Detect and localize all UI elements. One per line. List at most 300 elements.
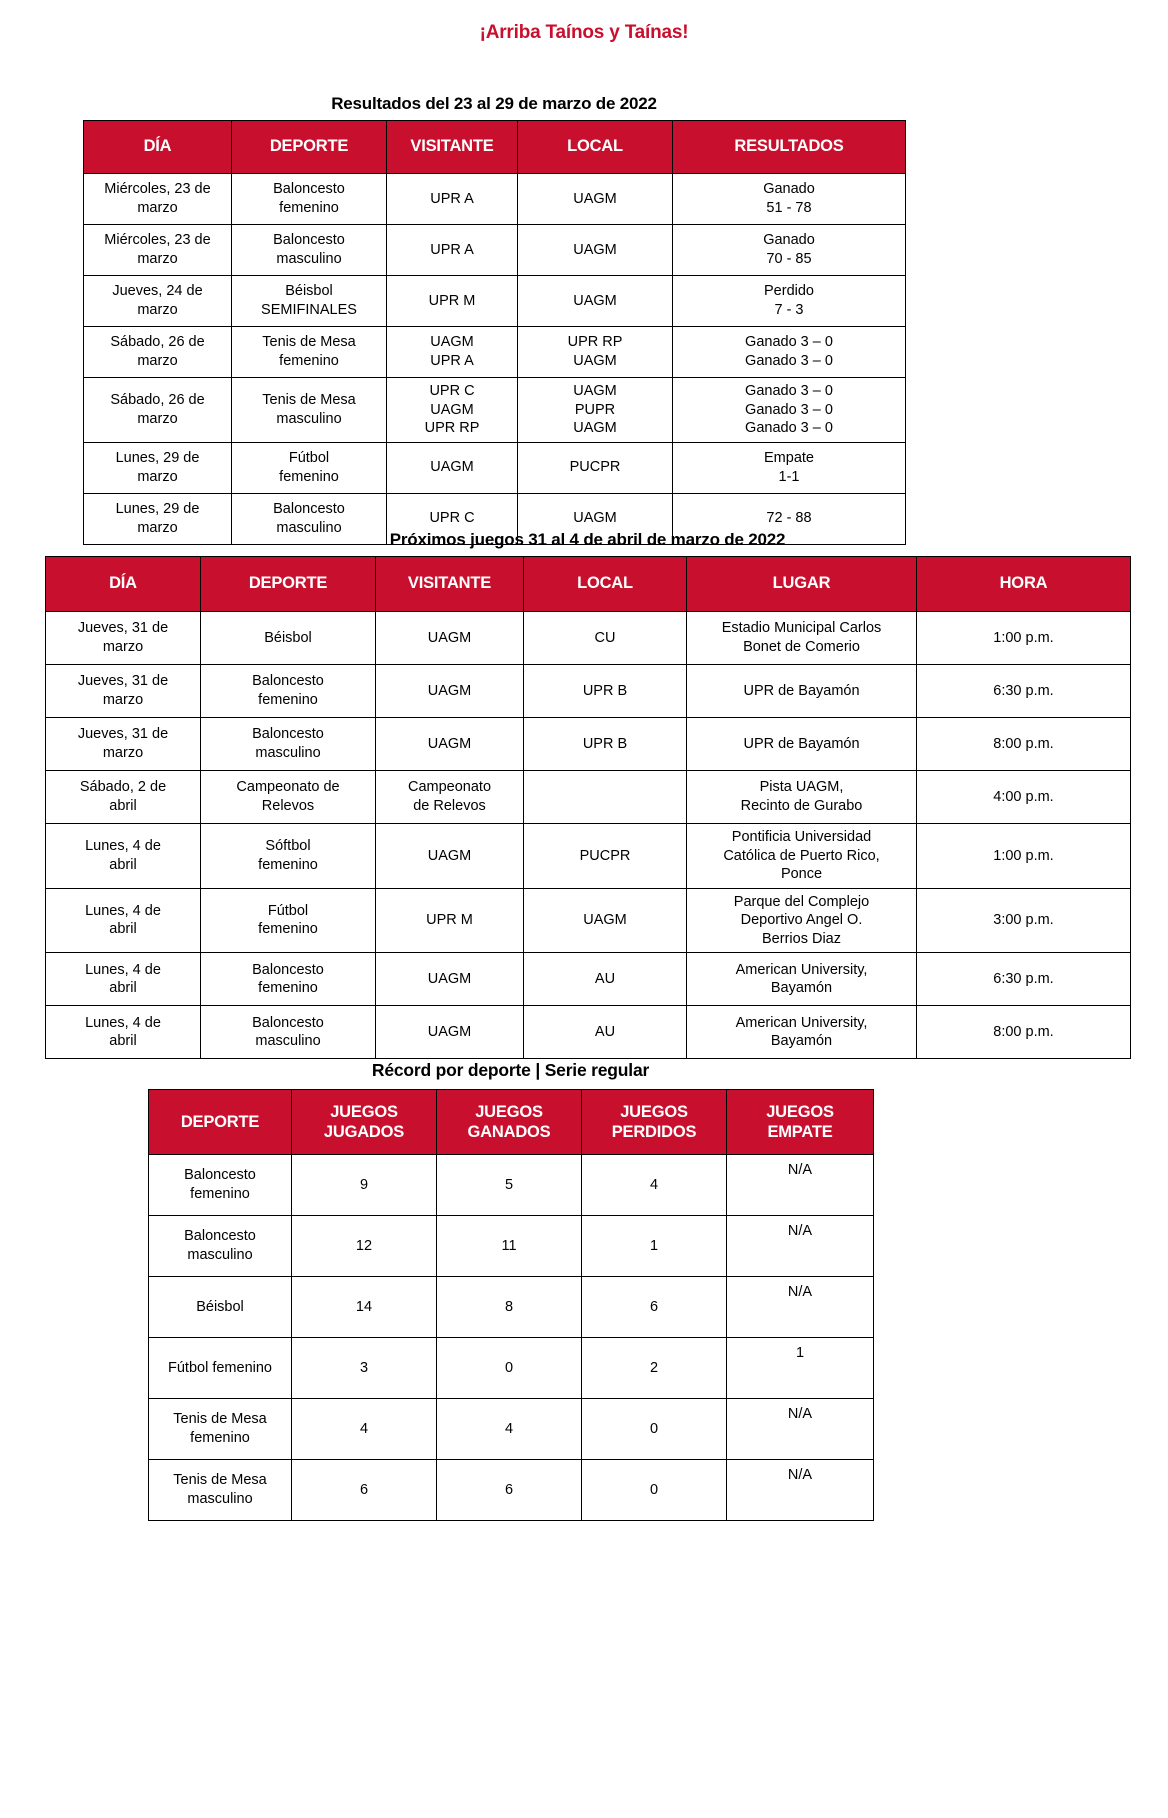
upcoming-section — [45, 530, 1130, 1059]
cell-line: Fútbol — [267, 902, 309, 919]
cell-line: Bonet de Comerio — [743, 639, 860, 655]
cell-line: UPR de Bayamón — [743, 735, 860, 752]
cell-line: UPR C — [429, 383, 475, 399]
cell-lugar — [687, 888, 917, 953]
cell-line: UPR RP — [567, 334, 623, 351]
cell-line: 8 — [504, 1298, 514, 1315]
cell-line: Campeonato — [407, 779, 492, 796]
cell-deporte — [201, 953, 376, 1006]
cell-resultados — [673, 276, 906, 327]
cell-line: UAGM — [430, 401, 474, 418]
cell-line: 6:30 p.m. — [993, 971, 1054, 987]
cell-local — [524, 718, 687, 771]
cell-line: UAGM — [427, 847, 472, 864]
cell-line: UPR RP — [424, 420, 480, 437]
cell-deporte — [201, 888, 376, 953]
cell-line: femenino — [258, 856, 318, 873]
results-table-title: Resultados del 23 al 29 de marzo de 2022 — [331, 94, 657, 113]
cell-line: Fútbol — [288, 450, 330, 467]
cell-local — [518, 442, 673, 493]
column-header-resultados: RESULTADOS — [673, 121, 906, 174]
header-line: JUGADOS — [323, 1123, 405, 1141]
cell-hora — [917, 888, 1131, 953]
cell-line: Tenis de Mesa — [173, 1411, 267, 1428]
column-header-visitante: VISITANTE — [376, 557, 524, 612]
cell-line: Baloncesto — [252, 726, 324, 743]
cell-deporte — [149, 1399, 292, 1460]
table-row — [84, 327, 906, 378]
cell-line: abril — [109, 980, 137, 997]
cell-local — [524, 953, 687, 1006]
cell-line: 1 — [795, 1345, 805, 1361]
column-header-dia: DÍA — [46, 557, 201, 612]
cell-line: Ganado 3 – 0 — [745, 420, 833, 437]
cell-hora — [917, 1006, 1131, 1059]
table-row — [84, 174, 906, 225]
cell-line: Baloncesto — [184, 1167, 256, 1184]
header-line: JUEGOS — [766, 1102, 834, 1121]
cell-line: Pista UAGM, — [759, 779, 844, 796]
cell-juegos-perdidos — [582, 1460, 727, 1521]
cell-line: UPR C — [429, 510, 475, 527]
cell-line: 8:00 p.m. — [993, 735, 1054, 752]
cell-juegos-empate — [727, 1399, 874, 1460]
cell-deporte — [201, 771, 376, 824]
cell-line: 3:00 p.m. — [993, 912, 1054, 929]
cell-line: masculino — [276, 251, 342, 267]
cell-line: UPR M — [428, 292, 476, 309]
cell-juegos-perdidos — [582, 1155, 727, 1216]
cell-local — [524, 665, 687, 718]
cell-line: femenino — [258, 980, 318, 997]
cell-line: Tenis de Mesa — [262, 392, 356, 409]
table-row — [46, 824, 1131, 889]
cell-juegos-ganados — [437, 1460, 582, 1521]
cell-line: Sóftbol — [265, 838, 311, 855]
cell-resultados — [673, 327, 906, 378]
table-row — [46, 953, 1131, 1006]
cell-hora — [917, 771, 1131, 824]
cell-juegos-jugados — [292, 1216, 437, 1277]
cell-line: 6 — [504, 1481, 514, 1498]
cell-line: SEMIFINALES — [261, 302, 357, 318]
cell-line: 6 — [649, 1298, 659, 1315]
cell-juegos-jugados — [292, 1277, 437, 1338]
cell-line: femenino — [258, 692, 318, 708]
cell-line: Fútbol femenino — [168, 1359, 272, 1376]
column-header-lugar: LUGAR — [687, 557, 917, 612]
cell-line: marzo — [102, 639, 144, 655]
cell-line: marzo — [137, 251, 178, 267]
cell-line: Jueves, 31 de — [77, 726, 169, 743]
upcoming-table-title: Próximos juegos 31 al 4 de abril de marzo de 2022 — [389, 530, 786, 549]
cell-juegos-perdidos — [582, 1277, 727, 1338]
cell-line: Baloncesto — [184, 1228, 256, 1245]
cell-deporte — [232, 442, 387, 493]
cell-line: Perdido — [764, 283, 814, 300]
cell-visitante — [376, 888, 524, 953]
cell-deporte — [232, 378, 387, 443]
cell-line: Recinto de Gurabo — [740, 798, 863, 814]
table-row — [46, 718, 1131, 771]
cell-juegos-jugados — [292, 1338, 437, 1399]
cell-line: 1:00 p.m. — [993, 847, 1054, 864]
cell-line: 4 — [359, 1420, 369, 1437]
cell-line: 6:30 p.m. — [993, 682, 1054, 699]
cell-local — [518, 276, 673, 327]
cell-line: Pontificia Universidad — [731, 829, 872, 845]
table-header-row — [84, 121, 906, 174]
column-header-dia: DÍA — [84, 121, 232, 174]
cell-deporte — [232, 276, 387, 327]
cell-line: AU — [594, 971, 616, 987]
column-header-local: LOCAL — [518, 121, 673, 174]
cell-dia — [84, 442, 232, 493]
cell-juegos-empate — [727, 1216, 874, 1277]
cell-deporte — [149, 1155, 292, 1216]
cell-line: UAGM — [573, 241, 617, 258]
cell-visitante — [376, 1006, 524, 1059]
cell-dia — [46, 665, 201, 718]
cell-line: American University, — [735, 961, 868, 978]
cell-line: 11 — [501, 1237, 517, 1254]
cell-line: 0 — [649, 1481, 659, 1498]
table-row — [149, 1460, 874, 1521]
cell-visitante — [387, 276, 518, 327]
cell-line: 0 — [649, 1420, 659, 1437]
column-header-ganados — [437, 1090, 582, 1155]
cell-line: Béisbol — [196, 1298, 244, 1315]
cell-line: Lunes, 4 de — [85, 1014, 161, 1031]
results-table — [83, 120, 906, 545]
cell-line: 72 - 88 — [766, 510, 812, 527]
cell-local — [518, 327, 673, 378]
cell-line: 0 — [504, 1359, 514, 1376]
cell-line: Deportivo Angel O. — [740, 912, 863, 929]
cell-line: abril — [109, 921, 137, 938]
cell-line: Béisbol — [264, 629, 312, 646]
cell-line: marzo — [137, 519, 178, 536]
cell-line: Tenis de Mesa — [262, 334, 356, 351]
cell-dia — [84, 174, 232, 225]
cell-deporte — [149, 1277, 292, 1338]
cell-line: UAGM — [583, 912, 627, 929]
results-section — [83, 94, 905, 545]
table-row — [149, 1216, 874, 1277]
column-header-hora: HORA — [917, 557, 1131, 612]
cell-line: Parque del Complejo — [733, 893, 870, 910]
header-line: JUEGOS — [330, 1102, 398, 1121]
cell-deporte — [201, 824, 376, 889]
cell-line: 2 — [649, 1359, 659, 1376]
cell-line: Béisbol — [285, 283, 333, 300]
cell-lugar — [687, 665, 917, 718]
cell-visitante — [376, 612, 524, 665]
cell-hora — [917, 718, 1131, 771]
cell-juegos-jugados — [292, 1155, 437, 1216]
cell-visitante — [387, 225, 518, 276]
cell-line: UAGM — [427, 971, 472, 987]
cell-line: American University, — [735, 1014, 868, 1031]
cell-juegos-ganados — [437, 1399, 582, 1460]
cell-line: Ponce — [780, 866, 823, 883]
cell-juegos-ganados — [437, 1338, 582, 1399]
cell-deporte — [232, 327, 387, 378]
table-row — [46, 665, 1131, 718]
cell-line: UAGM — [573, 383, 617, 399]
column-header-visitante: VISITANTE — [387, 121, 518, 174]
cell-line: UAGM — [430, 459, 474, 476]
cell-juegos-ganados — [437, 1155, 582, 1216]
cell-line: Sábado, 2 de — [79, 779, 167, 796]
cell-juegos-empate — [727, 1460, 874, 1521]
table-row — [46, 1006, 1131, 1059]
cell-line: Baloncesto — [252, 1014, 324, 1031]
cell-line: Ganado — [763, 181, 815, 198]
cell-local — [524, 888, 687, 953]
cell-deporte — [149, 1338, 292, 1399]
cell-deporte — [232, 174, 387, 225]
header-line: PERDIDOS — [611, 1123, 697, 1141]
cell-dia — [46, 771, 201, 824]
cell-juegos-ganados — [437, 1277, 582, 1338]
cell-line: femenino — [279, 353, 339, 369]
cell-line: CU — [594, 629, 616, 646]
cell-local — [518, 174, 673, 225]
cell-line: de Relevos — [413, 798, 486, 814]
cell-line: 8:00 p.m. — [993, 1024, 1054, 1040]
record-table-body — [149, 1155, 874, 1521]
cell-juegos-empate — [727, 1155, 874, 1216]
cell-line: femenino — [190, 1430, 250, 1446]
cell-deporte — [149, 1460, 292, 1521]
cell-line: Baloncesto — [273, 232, 345, 249]
cell-dia — [46, 824, 201, 889]
cell-line: Berrios Diaz — [762, 930, 841, 947]
header-line: EMPATE — [767, 1123, 833, 1141]
cell-line: 5 — [504, 1176, 514, 1193]
table-row — [84, 276, 906, 327]
cell-line: masculino — [255, 745, 321, 761]
cell-dia — [46, 888, 201, 953]
table-row — [46, 771, 1131, 824]
cell-local — [518, 378, 673, 443]
cell-line: Ganado 3 – 0 — [745, 334, 833, 351]
cell-line: Baloncesto — [273, 181, 345, 198]
cell-line: Ganado 3 – 0 — [745, 401, 833, 418]
cell-line: masculino — [276, 519, 342, 536]
table-row — [46, 612, 1131, 665]
cell-line: 3 — [359, 1359, 369, 1376]
table-row — [84, 442, 906, 493]
cell-line: Miércoles, 23 de — [104, 232, 211, 249]
column-header-deporte — [149, 1090, 292, 1155]
cell-juegos-jugados — [292, 1460, 437, 1521]
cell-line: 1 — [649, 1237, 659, 1254]
cell-deporte — [149, 1216, 292, 1277]
header-line: JUEGOS — [475, 1102, 543, 1121]
cell-lugar — [687, 953, 917, 1006]
cell-line: PUPR — [574, 401, 616, 418]
cell-line: Baloncesto — [273, 501, 345, 518]
cell-local — [524, 771, 687, 824]
cell-line: PUCPR — [569, 459, 621, 476]
cell-line: UAGM — [573, 510, 617, 527]
cell-line: Ganado — [763, 232, 815, 249]
cell-visitante — [387, 174, 518, 225]
cell-visitante — [376, 665, 524, 718]
table-row — [149, 1155, 874, 1216]
cell-lugar — [687, 771, 917, 824]
cell-line: Lunes, 4 de — [85, 961, 161, 978]
cell-juegos-perdidos — [582, 1399, 727, 1460]
cell-line: Tenis de Mesa — [173, 1472, 267, 1489]
cell-deporte — [201, 665, 376, 718]
cell-line: 6 — [359, 1481, 369, 1498]
cell-line: PUCPR — [579, 847, 631, 864]
cell-line: Lunes, 29 de — [115, 450, 200, 467]
cell-local — [524, 612, 687, 665]
cell-line: UAGM — [427, 629, 472, 646]
cell-juegos-empate — [727, 1338, 874, 1399]
cell-dia — [46, 718, 201, 771]
cell-line: Miércoles, 23 de — [104, 181, 211, 198]
header-line: GANADOS — [467, 1123, 551, 1141]
record-section — [148, 1060, 873, 1521]
cell-resultados — [673, 174, 906, 225]
cell-line: marzo — [137, 302, 178, 318]
cell-line: abril — [109, 856, 137, 873]
cell-line: masculino — [187, 1247, 253, 1263]
column-header-deporte: DEPORTE — [232, 121, 387, 174]
cell-line: femenino — [258, 921, 318, 938]
record-table-title: Récord por deporte | Serie regular — [371, 1060, 650, 1080]
cell-line: 4:00 p.m. — [993, 788, 1054, 805]
cell-line: UPR B — [582, 735, 628, 752]
cell-line: masculino — [187, 1491, 253, 1507]
cell-line: Estadio Municipal Carlos — [721, 620, 882, 637]
cell-line: marzo — [102, 745, 144, 761]
cell-line: UAGM — [427, 735, 472, 752]
cell-line: UPR de Bayamón — [743, 682, 860, 699]
cell-line: Jueves, 31 de — [77, 673, 169, 690]
cell-hora — [917, 612, 1131, 665]
table-row — [149, 1277, 874, 1338]
cell-line: UAGM — [573, 353, 617, 369]
cell-line: N/A — [787, 1406, 813, 1422]
header-line: JUEGOS — [620, 1102, 688, 1121]
cell-line: 12 — [355, 1237, 373, 1254]
cell-hora — [917, 824, 1131, 889]
cell-deporte — [201, 1006, 376, 1059]
cell-line: 4 — [649, 1176, 659, 1193]
cell-visitante — [376, 953, 524, 1006]
cell-line: UPR A — [430, 353, 474, 369]
cell-lugar — [687, 824, 917, 889]
cell-lugar — [687, 1006, 917, 1059]
cell-line: Lunes, 29 de — [115, 501, 200, 518]
cell-dia — [46, 612, 201, 665]
record-table — [148, 1089, 874, 1521]
cell-line: Ganado 3 – 0 — [745, 353, 833, 369]
cell-deporte — [201, 612, 376, 665]
cell-visitante — [376, 824, 524, 889]
cell-line: UAGM — [573, 292, 617, 309]
cell-line: 51 - 78 — [766, 200, 812, 216]
table-row — [46, 888, 1131, 953]
cell-visitante — [387, 378, 518, 443]
cell-line: 7 - 3 — [774, 302, 804, 318]
cell-juegos-empate — [727, 1277, 874, 1338]
cell-line: N/A — [787, 1223, 813, 1239]
cell-dia — [84, 276, 232, 327]
column-header-jugados — [292, 1090, 437, 1155]
cell-line: Bayamón — [770, 1033, 833, 1050]
cell-line: Lunes, 4 de — [85, 838, 161, 855]
table-row — [84, 378, 906, 443]
cell-line: Jueves, 24 de — [112, 283, 203, 300]
column-header-perdidos — [582, 1090, 727, 1155]
cell-dia — [84, 327, 232, 378]
cell-line: abril — [109, 1033, 137, 1050]
table-header-row — [149, 1090, 874, 1155]
cell-line: UPR A — [430, 190, 474, 207]
cell-line: Campeonato de — [236, 779, 340, 796]
cell-line: 1-1 — [778, 468, 800, 485]
cell-juegos-jugados — [292, 1399, 437, 1460]
cell-dia — [46, 953, 201, 1006]
cell-line: Relevos — [261, 798, 315, 814]
cell-hora — [917, 665, 1131, 718]
cell-line: AU — [594, 1024, 616, 1040]
page-banner: ¡Arriba Taínos y Taínas! — [479, 22, 689, 43]
cell-juegos-ganados — [437, 1216, 582, 1277]
cell-juegos-perdidos — [582, 1338, 727, 1399]
cell-line: masculino — [276, 410, 342, 427]
cell-line: 1:00 p.m. — [993, 629, 1054, 646]
table-row — [149, 1399, 874, 1460]
table-header-row — [46, 557, 1131, 612]
column-header-empate — [727, 1090, 874, 1155]
cell-dia — [46, 1006, 201, 1059]
cell-deporte — [232, 225, 387, 276]
cell-line: Bayamón — [770, 980, 833, 997]
cell-line: N/A — [787, 1162, 813, 1178]
cell-line: abril — [109, 798, 137, 814]
cell-resultados — [673, 378, 906, 443]
cell-line: Baloncesto — [252, 673, 324, 690]
results-table-body — [84, 174, 906, 545]
cell-line: Sábado, 26 de — [110, 392, 205, 409]
cell-line: Jueves, 31 de — [77, 620, 169, 637]
cell-line: N/A — [787, 1284, 813, 1300]
cell-line: masculino — [255, 1033, 321, 1050]
cell-lugar — [687, 718, 917, 771]
cell-hora — [917, 953, 1131, 1006]
cell-line: marzo — [137, 410, 178, 427]
cell-lugar — [687, 612, 917, 665]
cell-resultados — [673, 442, 906, 493]
cell-line: femenino — [279, 468, 339, 485]
cell-dia — [84, 378, 232, 443]
cell-line: marzo — [137, 200, 178, 216]
cell-line: marzo — [137, 468, 178, 485]
column-header-local: LOCAL — [524, 557, 687, 612]
cell-visitante — [376, 718, 524, 771]
cell-line: Baloncesto — [252, 961, 324, 978]
column-header-deporte: DEPORTE — [201, 557, 376, 612]
cell-line: femenino — [190, 1186, 250, 1202]
